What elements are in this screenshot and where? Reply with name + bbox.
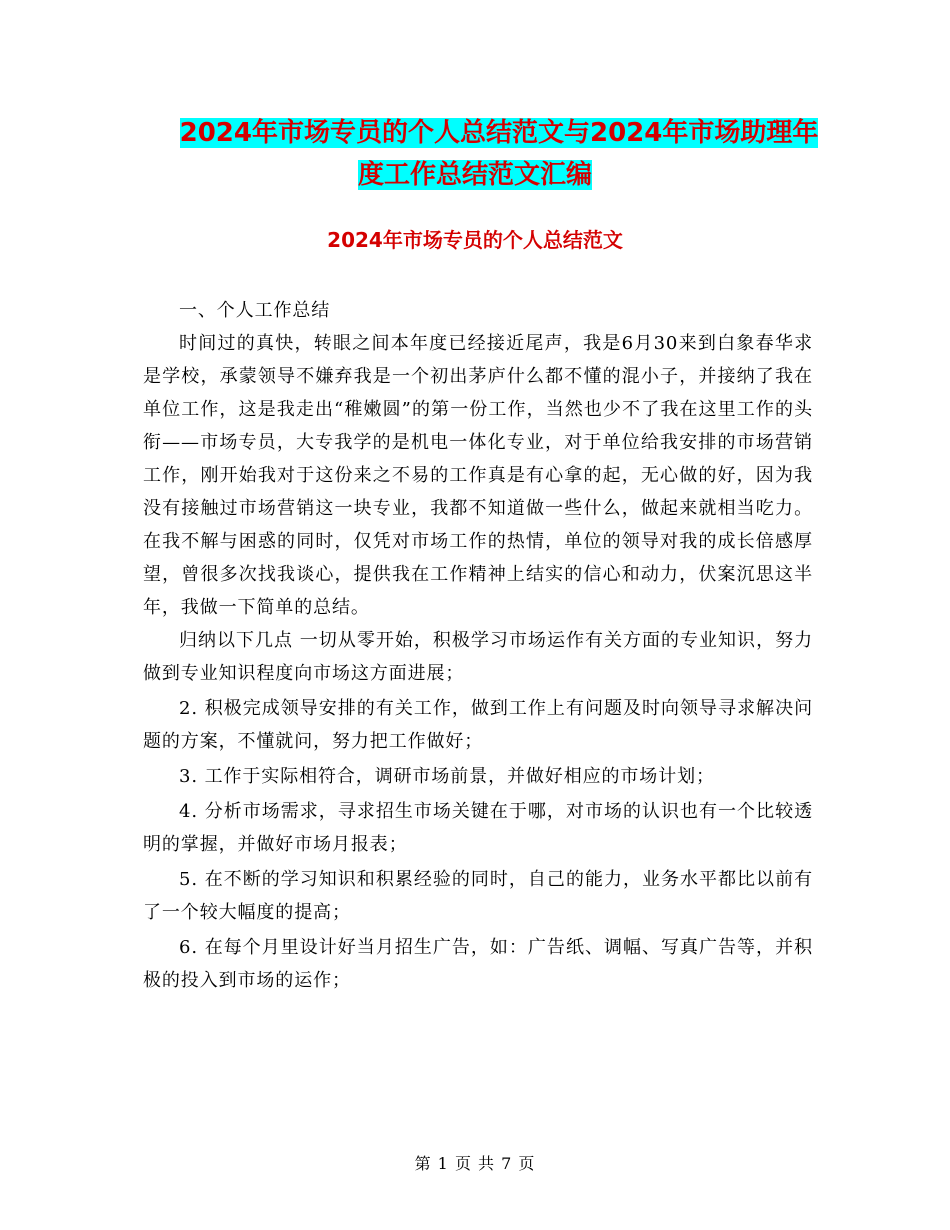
paragraph-intro: 时间过的真快，转眼之间本年度已经接近尾声，我是6月30来到白象春华求是学校，承蒙领导不嫌弃我是一个初出茅庐什么都不懂的混小子，并接纳了我在单位工作，这是我走出“稚嫩圆”的第一份工作，当然也少不了我在这里工作的头衔——市场专员，大专我学的是机电一体化专业，对于单位给我安排的市场营销工作，刚开始我对于这份来之不易的工作真是有心拿的起，无心做的好，因为我没有接触过市场营销这一块专业，我都不知道做一些什么，做起来就相当吃力。在我不解与困惑的同时，仅凭对市场工作的热情，单位的领导对我的成长倍感厚望，曾很多次找我谈心，提供我在工作精神上结实的信心和动力，伏案沉思这半年，我做一下简单的总结。 [143, 333, 813, 618]
list-item-6: 6. 在每个月里设计好当月招生广告，如：广告纸、调幅、写真广告等，并积极的投入到市场的运作； [143, 937, 813, 991]
list-item-2: 2. 积极完成领导安排的有关工作，做到工作上有问题及时向领导寻求解决问题的方案，不懂就问，努力把工作做好； [143, 698, 813, 752]
document-body [143, 294, 813, 997]
list-item-5: 5. 在不断的学习知识和积累经验的同时，自己的能力，业务水平都比以前有了一个较大幅度的提高； [143, 869, 813, 923]
list-item-4: 4. 分析市场需求，寻求招生市场关键在于哪，对市场的认识也有一个比较透明的掌握，并做好市场月报表； [143, 801, 813, 855]
page-footer: 第 1 页 共 7 页 [414, 1154, 536, 1173]
document-title-text-1: 2024年市场专员的个人总结范文与2024年市场助理年 [179, 118, 819, 148]
document-title-text-2: 度工作总结范文汇编 [357, 160, 592, 190]
paragraph-summary-points: 归纳以下几点 一切从零开始，积极学习市场运作有关方面的专业知识，努力做到专业知识程度向市场这方面进展； [143, 630, 813, 684]
document-title-line-2 [0, 154, 950, 196]
section-title: 2024年市场专员的个人总结范文 [327, 228, 623, 252]
document-title-line-1 [0, 112, 950, 154]
list-item-3: 3. 工作于实际相符合，调研市场前景，并做好相应的市场计划； [179, 766, 715, 787]
heading-personal-summary: 一、个人工作总结 [179, 300, 331, 321]
